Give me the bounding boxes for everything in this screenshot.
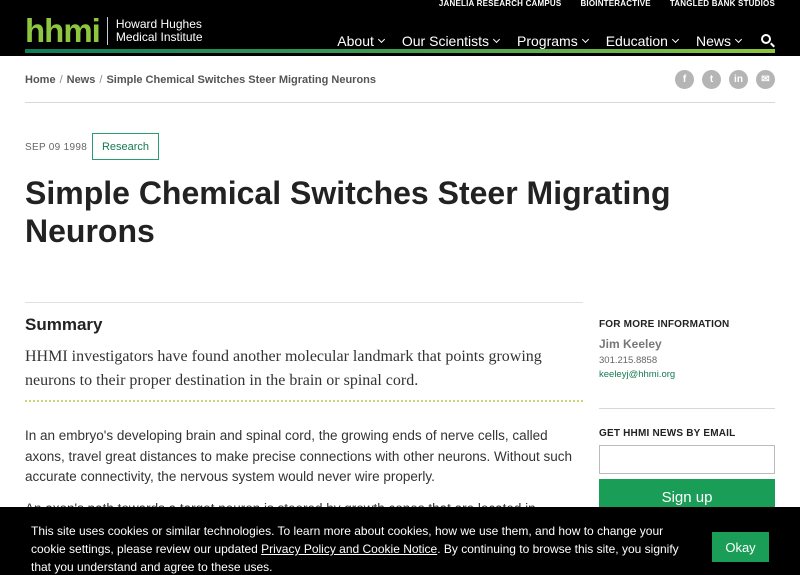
chevron-down-icon (378, 36, 385, 43)
logo-line-1: Howard Hughes (115, 17, 202, 31)
nav-education-label: Education (605, 33, 668, 49)
cookie-okay-button[interactable]: Okay (712, 532, 769, 562)
breadcrumb-separator: / (59, 74, 63, 86)
more-info-heading: FOR MORE INFORMATION (599, 319, 730, 330)
nav-programs[interactable] (517, 33, 588, 49)
divider (599, 408, 775, 409)
chevron-down-icon (672, 36, 679, 43)
chevron-down-icon (493, 36, 500, 43)
logo-text (116, 18, 203, 44)
cookie-text (31, 522, 701, 575)
hhmi-logo[interactable] (25, 12, 203, 49)
nav-about-label: About (337, 33, 374, 49)
cookie-banner (0, 507, 800, 575)
nav-about[interactable] (337, 33, 384, 49)
header-accent-bar (25, 49, 775, 53)
dotted-divider (25, 400, 583, 402)
logo-divider (107, 17, 108, 45)
research-tag[interactable]: Research (92, 133, 159, 160)
utility-nav (439, 0, 775, 10)
nav-news-label: News (695, 33, 731, 49)
utility-link-biointeractive[interactable]: BIOINTERACTIVE (580, 0, 651, 8)
breadcrumb-separator: / (99, 74, 103, 86)
search-icon-handle (770, 43, 775, 48)
logo-line-2: Medical Institute (115, 30, 203, 44)
logo-mark: hhmi (25, 12, 100, 49)
breadcrumb (25, 74, 376, 86)
utility-link-janelia[interactable]: JANELIA RESEARCH CAMPUS (438, 0, 562, 8)
nav-news[interactable] (696, 33, 741, 49)
main-nav (337, 33, 775, 49)
search-icon[interactable] (761, 34, 775, 48)
breadcrumb-news[interactable]: News (66, 74, 96, 86)
nav-our-scientists[interactable] (402, 33, 499, 49)
summary-heading: Summary (25, 315, 103, 334)
privacy-policy-link[interactable]: Privacy Policy and Cookie Notice (261, 542, 438, 556)
site-header (0, 0, 800, 56)
summary-text: HHMI investigators have found another molecular landmark that points growing neurons to their proper destination in the brain or spinal cord. (25, 348, 542, 389)
newsletter-email-input[interactable] (599, 445, 775, 474)
divider (25, 302, 583, 303)
breadcrumb-home[interactable]: Home (25, 74, 56, 86)
facebook-icon[interactable]: f (675, 70, 694, 89)
contact-email-link[interactable]: keeleyj@hhmi.org (599, 369, 676, 380)
page-title: Simple Chemical Switches Steer Migrating Neurons (25, 175, 671, 249)
chevron-down-icon (735, 36, 742, 43)
linkedin-icon[interactable]: in (729, 70, 748, 89)
nav-programs-label: Programs (517, 33, 578, 49)
article-date: SEP 09 1998 (25, 142, 88, 153)
divider (25, 102, 775, 103)
chevron-down-icon (582, 36, 589, 43)
cookie-text-start: This site uses cookies or similar technologies. To learn more about cookies, how we use them, and how to change your cookie settings, please review our updated (31, 524, 664, 556)
newsletter-heading: GET HHMI NEWS BY EMAIL (599, 428, 736, 439)
nav-our-scientists-label: Our Scientists (401, 33, 490, 49)
twitter-icon[interactable]: t (702, 70, 721, 89)
cookie-text-end: . By continuing to browse this site, you signify that you understand and agree to these uses. (31, 542, 679, 574)
email-icon[interactable]: ✉ (756, 70, 775, 89)
utility-link-tangled-bank[interactable]: TANGLED BANK STUDIOS (669, 0, 775, 8)
breadcrumb-current[interactable]: Simple Chemical Switches Steer Migrating Neurons (106, 74, 377, 86)
contact-phone: 301.215.8858 (599, 355, 658, 366)
article-paragraph: In an embryo's developing brain and spinal cord, the growing ends of nerve cells, called axons, travel great distances to make precise connections with other neurons. Without such accurate connectivity, the nervous system would never wire properly. (25, 428, 573, 484)
nav-education[interactable] (606, 33, 678, 49)
signup-button[interactable]: Sign up (599, 479, 775, 515)
social-share (675, 70, 775, 89)
contact-name: Jim Keeley (599, 337, 662, 351)
